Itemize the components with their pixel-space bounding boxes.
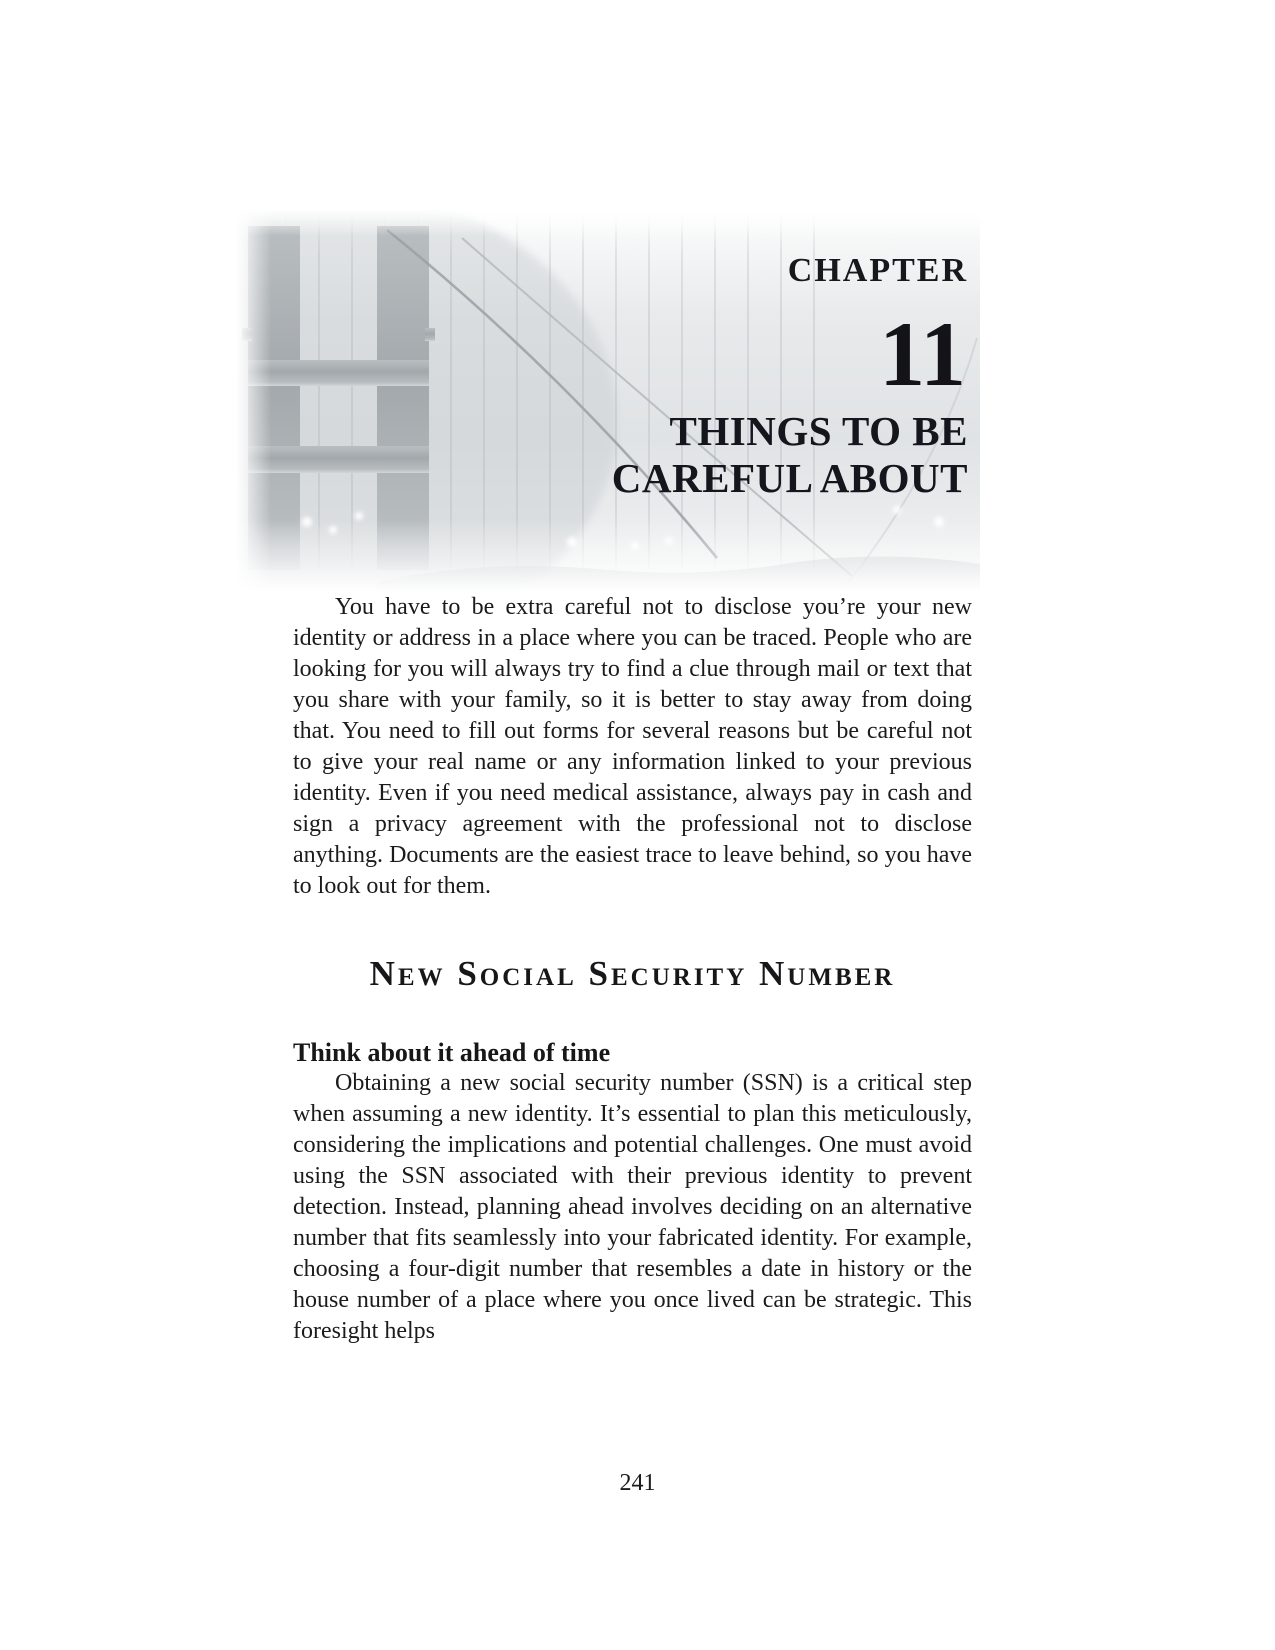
chapter-title (612, 408, 968, 502)
chapter-title-line2: CAREFUL ABOUT (611, 455, 968, 501)
page-number: 241 (619, 1470, 656, 1496)
chapter-header (237, 210, 980, 592)
chapter-kicker: CHAPTER (787, 252, 968, 289)
section-heading: New Social Security Number (369, 954, 896, 993)
page-content (293, 592, 972, 1347)
chapter-title-line1: THINGS TO BE (669, 408, 968, 454)
paragraph-ssn: Obtaining a new social security number (SSN) is a critical step when assuming a new identity. It’s essential to plan this meticulously, considering the implications and potential challenges. One must avoid using the SSN associated with their previous identity to prevent detection. Instead, planning ahead involves deciding on an alternative number that fits seamlessly into your fabricated identity. For example, choosing a four-digit number that resembles a date in history or the house number of a place where you once lived can be strategic. This foresight helps (293, 1070, 972, 1344)
chapter-number: 11 (879, 303, 966, 405)
subsection-heading: Think about it ahead of time (293, 1038, 611, 1067)
paragraph-intro: You have to be extra careful not to disclose you’re your new identity or address in a place where you can be traced. People who are looking for you will always try to find a clue through mail or text that you share with your family, so it is better to stay away from doing that. You need to fill out forms for several reasons but be careful not to give your real name or any information linked to your previous identity. Even if you need medical assistance, always pay in cash and sign a privacy agreement with the professional not to disclose anything. Documents are the easiest trace to leave behind, so you have to look out for them. (293, 594, 972, 899)
